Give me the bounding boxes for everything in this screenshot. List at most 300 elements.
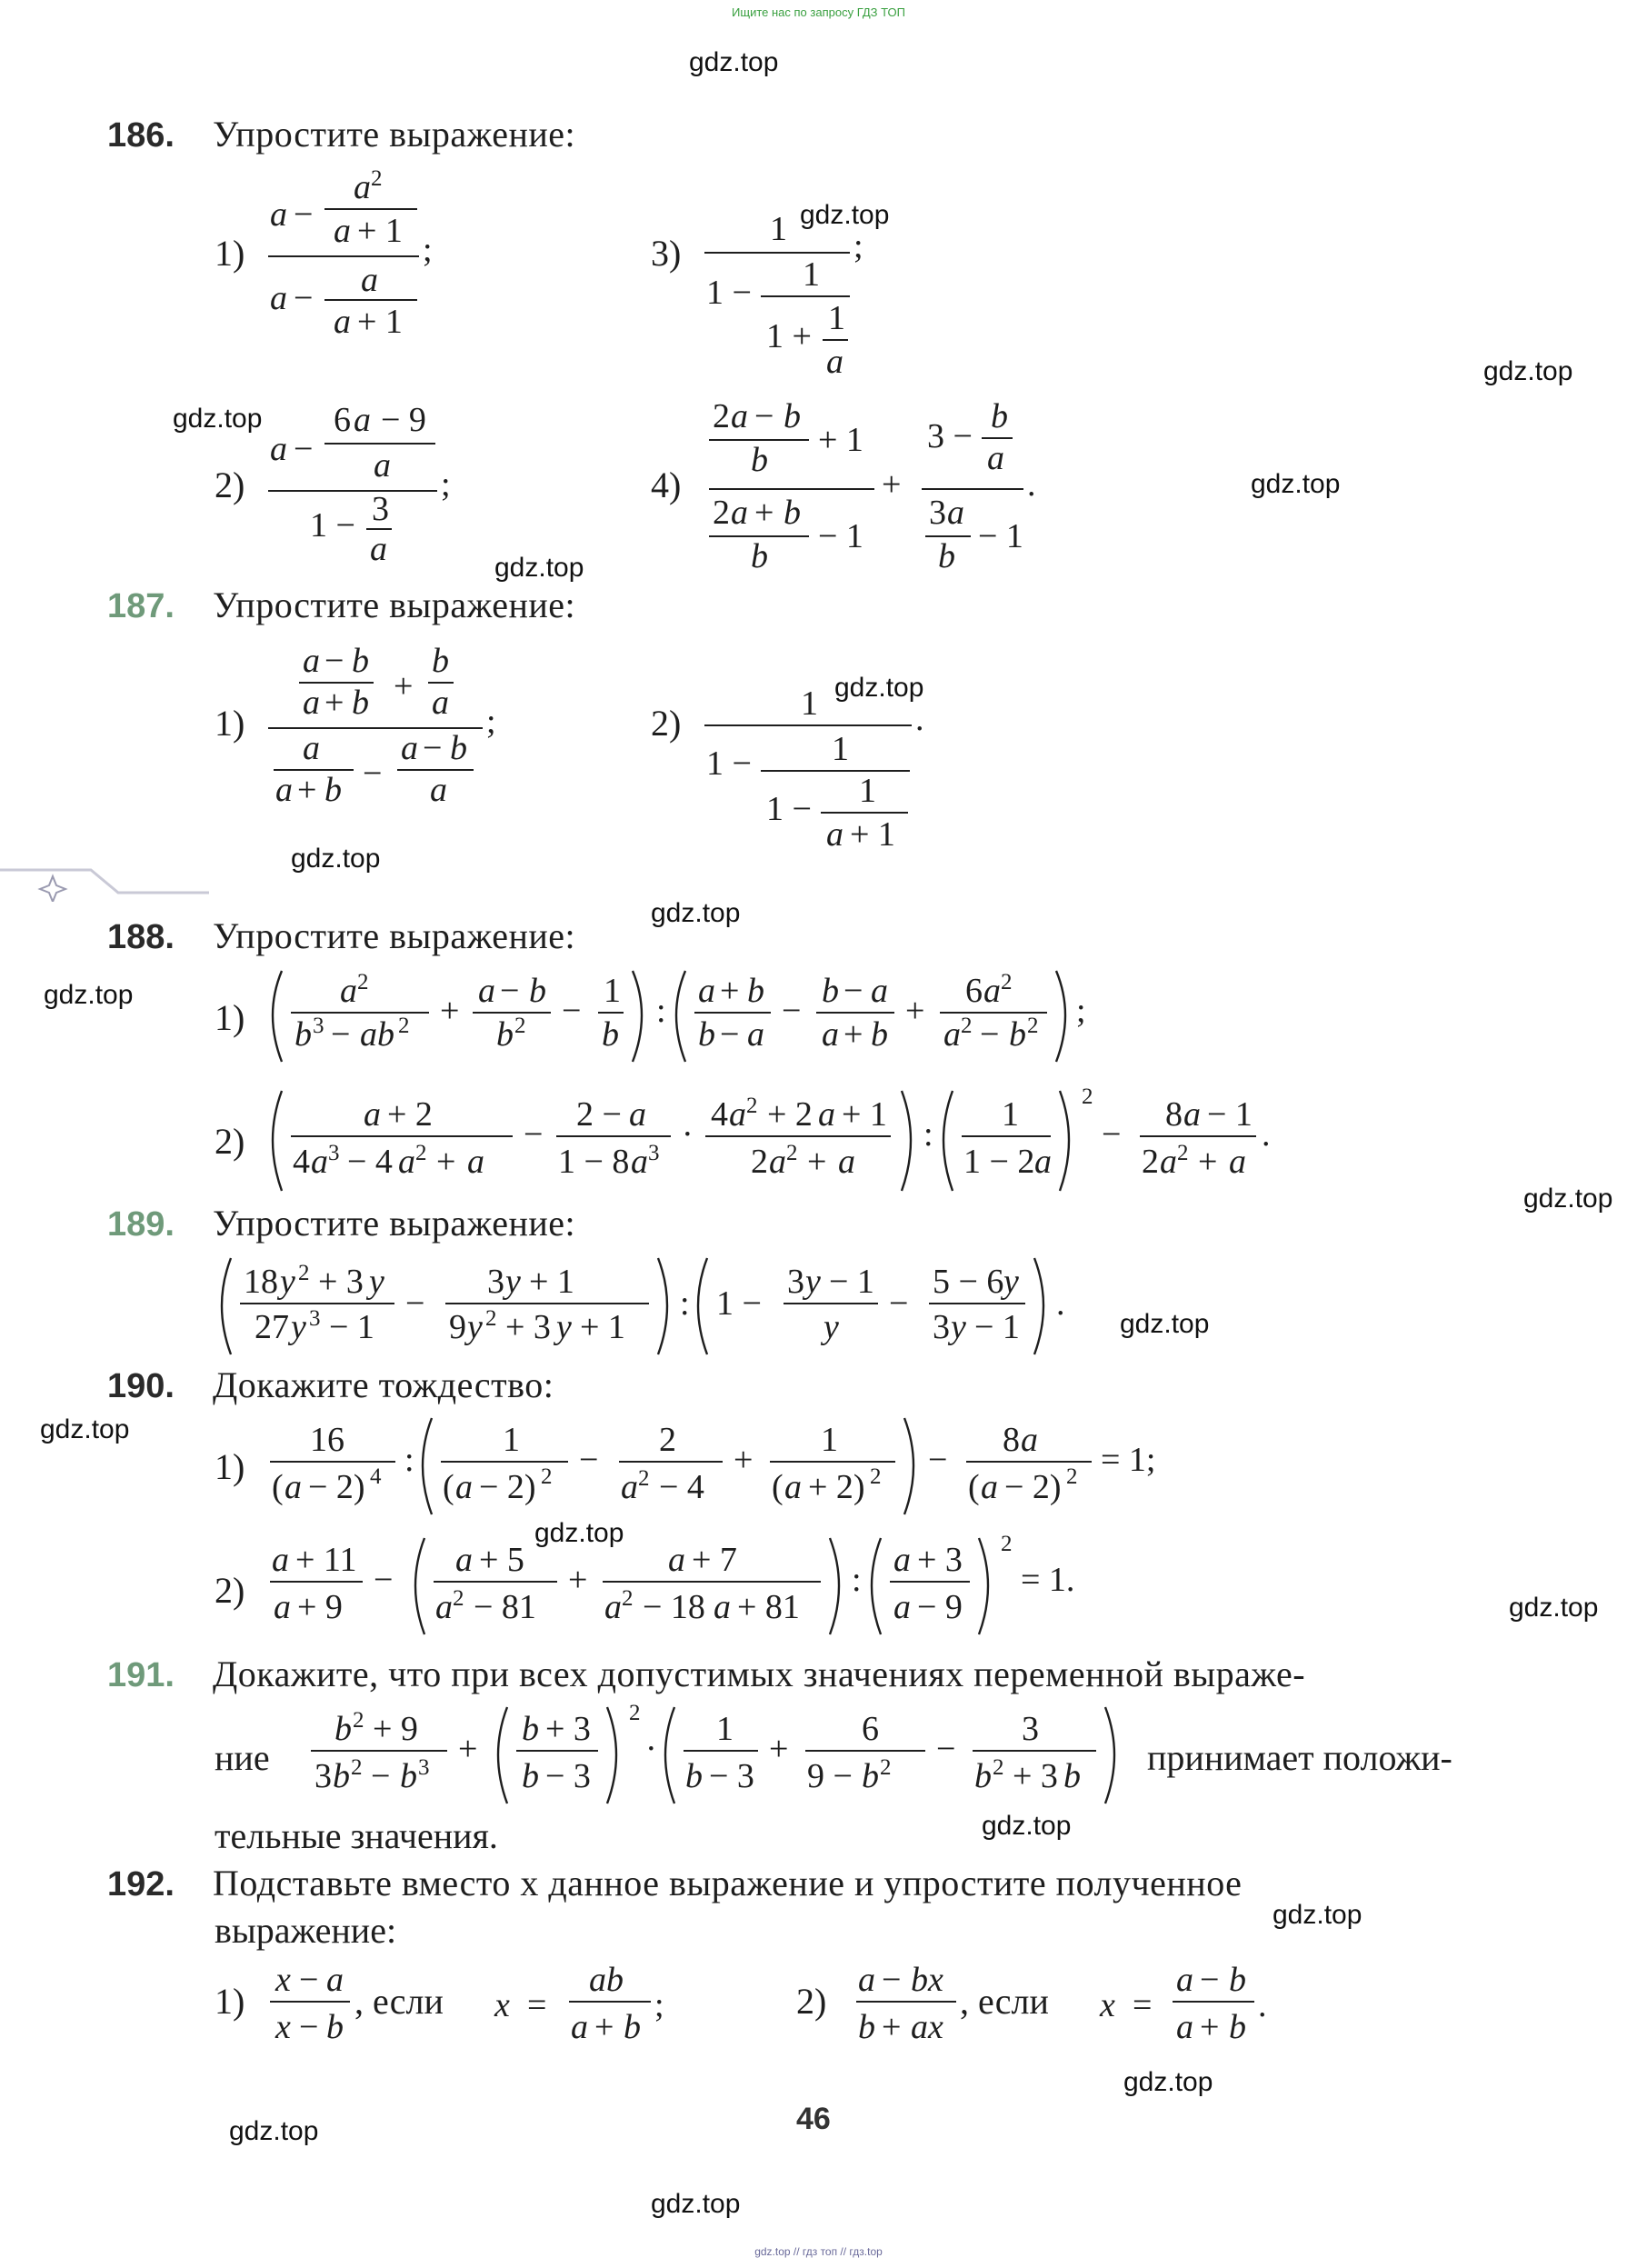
label-2: 2) <box>215 1121 245 1162</box>
svg-text:a: a <box>398 1143 415 1181</box>
svg-text:a: a <box>838 1143 855 1181</box>
svg-text:1 −: 1 − <box>706 744 752 783</box>
svg-text:;: ; <box>1076 992 1086 1030</box>
svg-text:6: 6 <box>862 1710 879 1748</box>
svg-text:b: b <box>784 397 801 435</box>
svg-text:b: b <box>751 441 768 479</box>
watermark: gdz.top <box>1251 469 1341 499</box>
watermark: gdz.top <box>291 844 381 874</box>
svg-text:+: + <box>807 1143 827 1181</box>
equation-186-2 <box>268 400 468 582</box>
svg-text:(: ( <box>772 1468 784 1506</box>
svg-text:2: 2 <box>713 397 730 435</box>
svg-text:a: a <box>1176 2008 1193 2046</box>
svg-text:+ 3: + 3 <box>318 1263 364 1301</box>
svg-text:−: − <box>754 397 774 435</box>
problem-188-text: Упростите выражение: <box>213 915 576 956</box>
svg-text:bx: bx <box>911 1961 943 1999</box>
svg-text:a: a <box>604 1588 622 1626</box>
watermark: gdz.top <box>173 404 263 434</box>
svg-text:a: a <box>354 401 371 439</box>
svg-text:y: y <box>556 1308 572 1346</box>
svg-text:6: 6 <box>965 972 983 1010</box>
svg-text:b: b <box>326 2008 344 2046</box>
svg-text::: : <box>680 1284 690 1323</box>
svg-text:a: a <box>822 1015 839 1054</box>
label-1: 1) <box>215 233 245 274</box>
problem-190-number: 190. <box>107 1367 175 1405</box>
svg-text:2: 2 <box>993 1755 1004 1780</box>
svg-text:a: a <box>571 2008 588 2046</box>
svg-text:1 +: 1 + <box>766 317 812 355</box>
svg-text:− 3: − 3 <box>545 1757 591 1795</box>
svg-text:b: b <box>1229 1961 1246 1999</box>
svg-text:a: a <box>270 195 287 234</box>
svg-text:a: a <box>631 1143 648 1181</box>
svg-text:+ 81: + 81 <box>737 1588 800 1626</box>
svg-text:a: a <box>769 1143 786 1181</box>
svg-text:a: a <box>275 771 293 809</box>
watermark: gdz.top <box>1523 1184 1613 1214</box>
svg-text:1: 1 <box>821 1421 838 1459</box>
svg-text:+ 5: + 5 <box>479 1541 524 1579</box>
svg-text:2: 2 <box>629 1701 641 1725</box>
svg-text:−: − <box>1102 1115 1122 1154</box>
label-2: 2) <box>215 465 245 505</box>
svg-text:+ 1: + 1 <box>357 212 403 250</box>
svg-text:+: + <box>324 684 344 722</box>
svg-text:8: 8 <box>1165 1095 1183 1134</box>
watermark: gdz.top <box>44 980 134 1010</box>
svg-text:2: 2 <box>357 970 369 994</box>
svg-text:x: x <box>275 2008 291 2046</box>
svg-text:− 1: − 1 <box>974 1308 1020 1346</box>
svg-text:x: x <box>1100 1986 1115 2024</box>
svg-text:+ 3: + 3 <box>505 1308 551 1346</box>
svg-text:2: 2 <box>1027 1014 1039 1038</box>
svg-text:a: a <box>826 815 843 854</box>
svg-text:3: 3 <box>1022 1710 1039 1748</box>
svg-text:+: + <box>568 1561 588 1599</box>
svg-text:2: 2 <box>1082 1084 1093 1109</box>
svg-text:b: b <box>432 642 449 680</box>
svg-text:+: + <box>440 992 460 1030</box>
svg-text:y: y <box>505 1263 521 1301</box>
svg-text:a: a <box>987 439 1004 477</box>
problem-190-text: Докажите тождество: <box>213 1364 554 1405</box>
svg-text:+: + <box>843 1015 863 1054</box>
svg-text:(: ( <box>968 1468 980 1506</box>
svg-text:y: y <box>805 1263 821 1301</box>
svg-text:b: b <box>871 1015 888 1054</box>
label-1: 1) <box>215 1446 245 1487</box>
svg-text:3: 3 <box>309 1306 321 1331</box>
svg-text:;: ; <box>486 703 496 741</box>
svg-text:2: 2 <box>961 1014 973 1038</box>
svg-text:b: b <box>294 1015 312 1054</box>
svg-text:− 2): − 2) <box>479 1468 536 1506</box>
svg-text:a: a <box>272 1541 289 1579</box>
svg-text:−: − <box>324 642 344 680</box>
watermark: gdz.top <box>1123 2067 1213 2097</box>
svg-text:−: − <box>423 729 443 767</box>
svg-text:1 − 2: 1 − 2 <box>963 1143 1035 1181</box>
svg-text:1: 1 <box>828 299 845 337</box>
svg-text:a: a <box>364 1095 381 1134</box>
svg-text:a: a <box>1021 1421 1038 1459</box>
problem-187-number: 187. <box>107 587 175 625</box>
svg-text:6: 6 <box>334 401 351 439</box>
svg-text:·: · <box>682 1115 694 1154</box>
svg-text:+: + <box>720 972 740 1010</box>
svg-text:b: b <box>624 2008 641 2046</box>
svg-text:y: y <box>951 1308 966 1346</box>
svg-text:b: b <box>333 1757 350 1795</box>
svg-text:1 − 8: 1 − 8 <box>558 1143 630 1181</box>
svg-text:2: 2 <box>1001 970 1013 994</box>
svg-text:2: 2 <box>1001 1532 1013 1556</box>
svg-text:+ 9: + 9 <box>373 1710 418 1748</box>
svg-text:a: a <box>1034 1143 1052 1181</box>
equation-189 <box>215 1254 1123 1364</box>
svg-text:−: − <box>371 1757 391 1795</box>
svg-text:+ 2: + 2 <box>767 1095 813 1134</box>
svg-text:4: 4 <box>293 1143 310 1181</box>
problem-191-text: Докажите, что при всех допустимых значениях переменной выраже- <box>213 1654 1306 1694</box>
svg-text:1 −: 1 − <box>716 1284 762 1323</box>
svg-text:+ 1: + 1 <box>842 1095 887 1134</box>
svg-text:2 −: 2 − <box>576 1095 622 1134</box>
svg-text:−: − <box>720 1015 740 1054</box>
svg-text:=: = <box>1133 1986 1153 2024</box>
svg-text:3: 3 <box>328 1141 340 1165</box>
svg-text:9: 9 <box>449 1308 466 1346</box>
svg-text:+: + <box>458 1730 478 1768</box>
svg-text:ab: ab <box>360 1015 394 1054</box>
watermark: gdz.top <box>651 898 741 928</box>
page-number: 46 <box>796 2102 831 2136</box>
equation-186-4 <box>709 397 1054 582</box>
svg-text:−: − <box>294 430 314 468</box>
svg-text:−: − <box>936 1730 956 1768</box>
svg-text:3: 3 <box>929 494 946 532</box>
svg-text:= 1.: = 1. <box>1021 1561 1075 1599</box>
page-fold-decoration <box>0 865 209 902</box>
svg-text:1: 1 <box>801 684 818 723</box>
watermark: gdz.top <box>40 1414 130 1444</box>
svg-text:a: a <box>621 1468 638 1506</box>
svg-text:b: b <box>352 642 369 680</box>
equation-191 <box>309 1703 1127 1813</box>
problem-189-number: 189. <box>107 1205 175 1244</box>
svg-text:−: − <box>843 972 863 1010</box>
svg-text:−: − <box>294 279 314 317</box>
svg-text:+ 1: + 1 <box>529 1263 574 1301</box>
svg-text:+ 1: + 1 <box>580 1308 625 1346</box>
svg-text:(: ( <box>443 1468 454 1506</box>
svg-text:a: a <box>334 303 351 341</box>
watermark: gdz.top <box>689 47 779 77</box>
svg-text:+: + <box>1198 1143 1218 1181</box>
svg-text:a: a <box>340 972 357 1010</box>
svg-text:b: b <box>496 1015 514 1054</box>
svg-text:2: 2 <box>453 1586 464 1611</box>
label-1: 1) <box>215 997 245 1038</box>
equation-188-1 <box>265 965 1156 1074</box>
svg-text:+: + <box>594 2008 614 2046</box>
svg-text:+: + <box>905 992 925 1030</box>
svg-text:16: 16 <box>310 1421 344 1459</box>
svg-text:−: − <box>299 1961 319 1999</box>
label-4: 4) <box>651 465 682 505</box>
equation-192-2-right <box>1096 1954 1296 2054</box>
svg-text:1: 1 <box>770 210 787 248</box>
svg-text:a: a <box>784 1468 802 1506</box>
svg-text:a: a <box>430 771 447 809</box>
svg-text:a: a <box>361 261 378 299</box>
svg-text:(: ( <box>272 1468 284 1506</box>
svg-text:−: − <box>1200 1961 1220 1999</box>
svg-text:1: 1 <box>604 972 621 1010</box>
svg-text:b: b <box>822 972 839 1010</box>
svg-text:2: 2 <box>713 494 730 532</box>
svg-text:b: b <box>1063 1757 1081 1795</box>
svg-text:=: = <box>527 1986 547 2024</box>
svg-text:;: ; <box>441 465 451 504</box>
svg-text:a: a <box>370 530 387 568</box>
svg-text:1 −: 1 − <box>766 790 812 828</box>
svg-text:a: a <box>435 1588 453 1626</box>
svg-text:.: . <box>1258 1986 1267 2024</box>
svg-text:;: ; <box>423 231 433 269</box>
svg-text:−: − <box>500 972 520 1010</box>
watermark: gdz.top <box>834 673 924 703</box>
svg-text:+ 1: + 1 <box>818 421 863 459</box>
svg-text:+ 11: + 11 <box>295 1541 357 1579</box>
svg-text:b: b <box>522 1757 539 1795</box>
svg-text:9 −: 9 − <box>807 1757 853 1795</box>
svg-text:+: + <box>436 1143 456 1181</box>
problem-188-number: 188. <box>107 918 175 956</box>
watermark: gdz.top <box>651 2189 741 2219</box>
svg-text:b: b <box>334 1710 352 1748</box>
svg-text:a: a <box>871 972 888 1010</box>
svg-text:− 81: − 81 <box>474 1588 536 1626</box>
svg-text:a: a <box>947 494 964 532</box>
svg-text:2: 2 <box>622 1586 634 1611</box>
svg-text:b: b <box>1229 2008 1246 2046</box>
svg-text:2: 2 <box>1177 1141 1189 1165</box>
svg-text:−: − <box>928 1441 948 1479</box>
svg-text:+ 7: + 7 <box>692 1541 737 1579</box>
watermark: gdz.top <box>1273 1900 1363 1930</box>
equation-187-1 <box>268 641 523 823</box>
svg-text:− 2): − 2) <box>1004 1468 1062 1506</box>
svg-text:+ 9: + 9 <box>297 1588 343 1626</box>
label-1: 1) <box>215 1981 245 2022</box>
watermark: gdz.top <box>229 2116 319 2146</box>
svg-text:1: 1 <box>859 772 876 810</box>
svg-text:−: − <box>980 1015 1000 1054</box>
svg-text:3: 3 <box>933 1308 950 1346</box>
svg-text:y: y <box>280 1263 295 1301</box>
svg-text:1: 1 <box>803 255 820 294</box>
svg-text::: : <box>852 1561 862 1599</box>
svg-text:2: 2 <box>371 166 383 191</box>
svg-text:1: 1 <box>716 1710 734 1748</box>
svg-text:a: a <box>274 1588 291 1626</box>
svg-text:a: a <box>943 1015 961 1054</box>
svg-text:a: a <box>401 729 418 767</box>
equation-192-1-left <box>268 1954 359 2054</box>
problem-191-number: 191. <box>107 1656 175 1694</box>
svg-text:− 1: − 1 <box>818 517 863 555</box>
svg-text:a: a <box>270 279 287 317</box>
svg-text:+ 3: + 3 <box>917 1541 963 1579</box>
svg-text:3: 3 <box>418 1755 430 1780</box>
svg-text:+ 3: + 3 <box>1013 1757 1058 1795</box>
svg-text:a: a <box>326 1961 344 1999</box>
label-2: 2) <box>796 1981 827 2022</box>
svg-text:2: 2 <box>415 1141 427 1165</box>
svg-text:b: b <box>400 1757 417 1795</box>
svg-text:1: 1 <box>503 1421 520 1459</box>
svg-text:b: b <box>352 684 369 722</box>
svg-text:+: + <box>754 494 774 532</box>
svg-text:·: · <box>645 1730 657 1768</box>
svg-text:− 3: − 3 <box>709 1757 754 1795</box>
svg-text:2: 2 <box>638 1466 650 1491</box>
svg-text:a: a <box>334 212 351 250</box>
svg-text:a: a <box>826 343 843 381</box>
svg-text:;: ; <box>654 1986 664 2024</box>
svg-text:y: y <box>1003 1263 1019 1301</box>
svg-text:−: − <box>782 992 802 1030</box>
problem-186-text: Упростите выражение: <box>213 114 576 155</box>
svg-text:− 4: − 4 <box>659 1468 704 1506</box>
equation-192-1-right <box>491 1954 691 2054</box>
svg-text:a: a <box>432 684 449 722</box>
svg-text:3: 3 <box>372 490 389 528</box>
svg-text:a: a <box>1183 1095 1201 1134</box>
svg-text:+: + <box>882 465 902 504</box>
svg-text:5 − 6: 5 − 6 <box>933 1263 1004 1301</box>
svg-text:b: b <box>862 1757 879 1795</box>
svg-text:18: 18 <box>244 1263 278 1301</box>
svg-text:a: a <box>303 642 320 680</box>
svg-text:2: 2 <box>514 1014 526 1038</box>
svg-text:− 9: − 9 <box>917 1588 963 1626</box>
svg-text:b: b <box>522 1710 539 1748</box>
svg-text:a: a <box>311 1143 328 1181</box>
svg-text:3: 3 <box>314 1757 332 1795</box>
svg-text:3: 3 <box>487 1263 504 1301</box>
svg-text:1: 1 <box>832 730 849 768</box>
svg-text:b: b <box>938 537 955 575</box>
svg-text:a: a <box>981 1468 998 1506</box>
svg-text:a: a <box>729 1095 746 1134</box>
svg-text:2: 2 <box>298 1261 310 1285</box>
problem-186-number: 186. <box>107 116 175 155</box>
svg-text:27: 27 <box>255 1308 289 1346</box>
equation-186-3 <box>704 209 886 391</box>
svg-text:+: + <box>734 1441 754 1479</box>
svg-text:y: y <box>369 1263 384 1301</box>
svg-text:2: 2 <box>351 1755 363 1780</box>
svg-text:a: a <box>698 972 715 1010</box>
problem-192-text: Подставьте вместо x данное выражение и упростите полученное <box>213 1863 1243 1903</box>
svg-text:1 −: 1 − <box>706 274 752 312</box>
svg-text:a: a <box>893 1541 911 1579</box>
svg-text:−: − <box>524 1115 544 1154</box>
svg-text:1: 1 <box>1002 1095 1019 1134</box>
svg-text:3: 3 <box>313 1014 324 1038</box>
svg-text:− 1: − 1 <box>1207 1095 1253 1134</box>
svg-text:−: − <box>562 992 582 1030</box>
svg-text:2: 2 <box>746 1094 758 1118</box>
svg-text:−: − <box>882 1961 902 1999</box>
watermark: gdz.top <box>494 553 584 583</box>
svg-text:a: a <box>629 1095 646 1134</box>
svg-text:2: 2 <box>880 1755 892 1780</box>
svg-text:2: 2 <box>541 1464 553 1489</box>
svg-text:a: a <box>284 1468 302 1506</box>
svg-text:−: − <box>331 1015 351 1054</box>
svg-text:a: a <box>374 446 391 485</box>
watermark: gdz.top <box>1483 356 1573 386</box>
watermark: gdz.top <box>982 1811 1072 1841</box>
svg-text:a: a <box>455 1468 473 1506</box>
svg-text:a: a <box>714 1588 731 1626</box>
problem-189-text: Упростите выражение: <box>213 1203 576 1244</box>
svg-text:−: − <box>579 1441 599 1479</box>
svg-text:a: a <box>858 1961 875 1999</box>
svg-text:.: . <box>1056 1284 1065 1323</box>
equation-190-1 <box>268 1414 1223 1524</box>
svg-text::: : <box>404 1441 414 1479</box>
equation-192-2-left <box>854 1954 973 2054</box>
svg-text:a: a <box>354 168 371 206</box>
svg-text:2: 2 <box>1142 1143 1159 1181</box>
bottom-footer-note: gdz.top // гдз топ // гдз.top <box>754 2245 883 2258</box>
svg-text:a: a <box>270 430 287 468</box>
svg-text:a: a <box>818 1095 835 1134</box>
svg-text:+: + <box>394 667 414 705</box>
svg-text:+: + <box>297 771 317 809</box>
svg-text:y: y <box>291 1308 306 1346</box>
top-search-note: Ищите нас по запросу ГДЗ ТОП <box>732 5 905 19</box>
svg-text:.: . <box>1027 465 1036 504</box>
watermark: gdz.top <box>800 200 890 230</box>
svg-text:+ 2: + 2 <box>387 1095 433 1134</box>
svg-text:b: b <box>685 1757 703 1795</box>
equation-188-2 <box>265 1084 1338 1202</box>
svg-text:2: 2 <box>485 1306 497 1331</box>
svg-text:+ 1: + 1 <box>850 815 895 854</box>
svg-text:ax: ax <box>911 2008 943 2046</box>
svg-text:b: b <box>858 2008 875 2046</box>
svg-text:x: x <box>494 1986 510 2024</box>
svg-text:− 4: − 4 <box>347 1143 393 1181</box>
svg-text:+ 2): + 2) <box>808 1468 865 1506</box>
problem-191-text-2: ние <box>215 1737 270 1778</box>
label-2: 2) <box>651 703 682 744</box>
svg-text:2: 2 <box>398 1014 410 1038</box>
svg-text:a: a <box>467 1143 484 1181</box>
svg-text:−: − <box>363 754 383 793</box>
svg-text:b: b <box>974 1757 992 1795</box>
problem-192-number: 192. <box>107 1865 175 1903</box>
